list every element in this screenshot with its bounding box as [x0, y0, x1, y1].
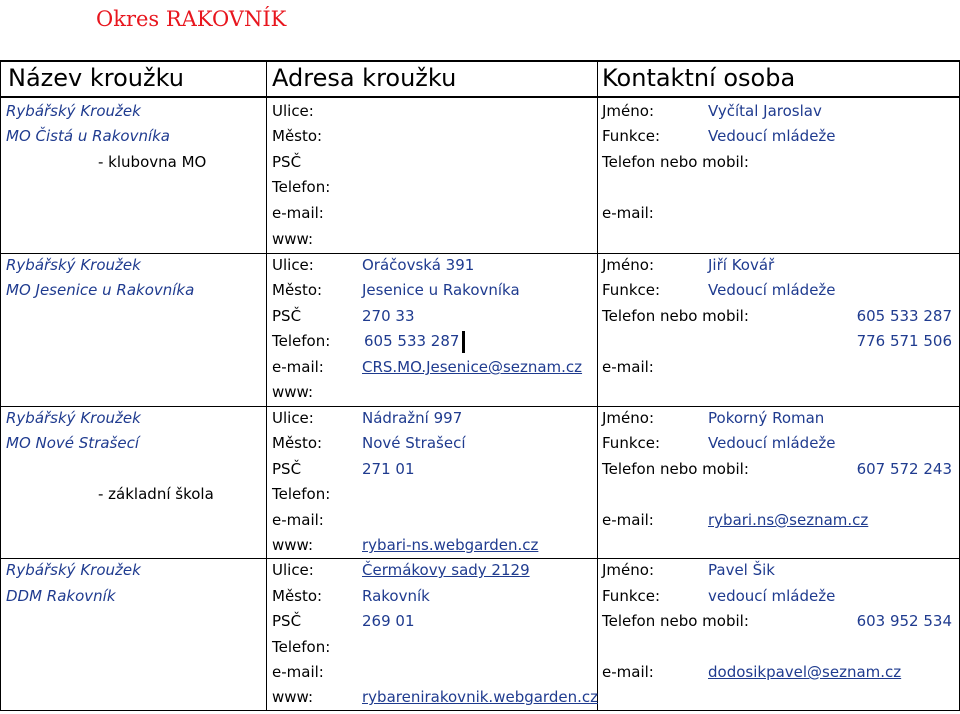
zip-label: PSČ — [272, 460, 302, 478]
street-value: Oráčovská 391 — [362, 256, 475, 274]
email-value[interactable]: CRS.MO.Jesenice@seznam.cz — [362, 358, 583, 376]
email-label: e-mail: — [272, 204, 324, 222]
phone-label: Telefon: — [272, 638, 331, 656]
club-name-line: MO Čistá u Rakovníka — [6, 127, 170, 145]
contact-name-label: Jméno: — [602, 409, 655, 427]
contact-function-value: Vedoucí mládeže — [708, 281, 836, 299]
zip-value: 269 01 — [362, 612, 415, 630]
club-name-line: Rybářský Kroužek — [6, 561, 141, 579]
street-value: Čermákovy sady 2129 — [362, 561, 530, 579]
club-name-line: - klubovna MO — [98, 153, 207, 171]
city-value: Jesenice u Rakovníka — [362, 281, 520, 299]
club-name-line: Rybářský Kroužek — [6, 102, 141, 120]
contact-function-label: Funkce: — [602, 434, 661, 452]
club-name-line: DDM Rakovník — [6, 587, 116, 605]
contact-function-value: Vedoucí mládeže — [708, 127, 836, 145]
zip-value: 270 33 — [362, 307, 415, 325]
column-divider — [597, 60, 598, 711]
contact-phone-value-2: 776 571 506 — [856, 332, 952, 350]
contact-function-value: vedoucí mládeže — [708, 587, 836, 605]
header-club-name: Název kroužku — [8, 64, 184, 92]
club-name-line: Rybářský Kroužek — [6, 256, 141, 274]
table-top-border — [0, 60, 960, 62]
street-label: Ulice: — [272, 561, 314, 579]
contact-phone-label: Telefon nebo mobil: — [602, 460, 749, 478]
street-label: Ulice: — [272, 102, 314, 120]
email-label: e-mail: — [272, 663, 324, 681]
club-name-line: MO Nové Strašecí — [6, 434, 140, 452]
email-label: e-mail: — [272, 358, 324, 376]
contact-phone-label: Telefon nebo mobil: — [602, 307, 749, 325]
contact-phone-value: 607 572 243 — [856, 460, 952, 478]
contact-name-value: Pokorný Roman — [708, 409, 825, 427]
club-name-line: Rybářský Kroužek — [6, 409, 141, 427]
contact-email-label: e-mail: — [602, 663, 654, 681]
city-label: Město: — [272, 587, 323, 605]
phone-label: Telefon: — [272, 485, 331, 503]
contact-email-value[interactable]: rybari.ns@seznam.cz — [708, 511, 869, 529]
contact-function-label: Funkce: — [602, 127, 661, 145]
contact-phone-label: Telefon nebo mobil: — [602, 612, 749, 630]
phone-label: Telefon: — [272, 178, 331, 196]
phone-label: Telefon: — [272, 332, 331, 350]
row-divider — [0, 253, 960, 254]
contact-name-label: Jméno: — [602, 256, 655, 274]
table-bottom-border — [0, 710, 960, 711]
contact-function-value: Vedoucí mládeže — [708, 434, 836, 452]
www-label: www: — [272, 536, 314, 554]
street-value: Nádražní 997 — [362, 409, 463, 427]
club-name-line: - základní škola — [98, 485, 214, 503]
city-label: Město: — [272, 127, 323, 145]
city-label: Město: — [272, 434, 323, 452]
zip-value: 271 01 — [362, 460, 415, 478]
zip-label: PSČ — [272, 153, 302, 171]
city-label: Město: — [272, 281, 323, 299]
header-contact-person: Kontaktní osoba — [602, 64, 796, 92]
email-label: e-mail: — [272, 511, 324, 529]
phone-value: 605 533 287 — [364, 332, 460, 350]
zip-label: PSČ — [272, 307, 302, 325]
contact-function-label: Funkce: — [602, 587, 661, 605]
www-label: www: — [272, 688, 314, 706]
zip-label: PSČ — [272, 612, 302, 630]
city-value: Rakovník — [362, 587, 430, 605]
header-club-address: Adresa kroužku — [272, 64, 457, 92]
contact-phone-label: Telefon nebo mobil: — [602, 153, 749, 171]
contact-function-label: Funkce: — [602, 281, 661, 299]
www-value[interactable]: rybarenirakovnik.webgarden.cz — [362, 688, 598, 706]
www-label: www: — [272, 230, 314, 248]
contact-name-value: Pavel Šik — [708, 561, 775, 579]
street-label: Ulice: — [272, 256, 314, 274]
contact-name-label: Jméno: — [602, 561, 655, 579]
text-cursor — [462, 331, 465, 353]
club-name-line: MO Jesenice u Rakovníka — [6, 281, 195, 299]
contact-phone-value: 605 533 287 — [856, 307, 952, 325]
contact-email-label: e-mail: — [602, 358, 654, 376]
contact-name-value: Jiří Kovář — [708, 256, 775, 274]
www-value[interactable]: rybari-ns.webgarden.cz — [362, 536, 539, 554]
city-value: Nové Strašecí — [362, 434, 466, 452]
contact-email-label: e-mail: — [602, 204, 654, 222]
column-divider — [0, 60, 1, 711]
www-label: www: — [272, 383, 314, 401]
contact-phone-value: 603 952 534 — [856, 612, 952, 630]
contact-name-label: Jméno: — [602, 102, 655, 120]
contact-name-value: Vyčítal Jaroslav — [708, 102, 822, 120]
column-divider — [266, 60, 267, 711]
street-label: Ulice: — [272, 409, 314, 427]
page-title: Okres RAKOVNÍK — [96, 7, 287, 31]
header-bottom-border — [0, 96, 960, 98]
contact-email-label: e-mail: — [602, 511, 654, 529]
contact-email-value[interactable]: dodosikpavel@seznam.cz — [708, 663, 902, 681]
